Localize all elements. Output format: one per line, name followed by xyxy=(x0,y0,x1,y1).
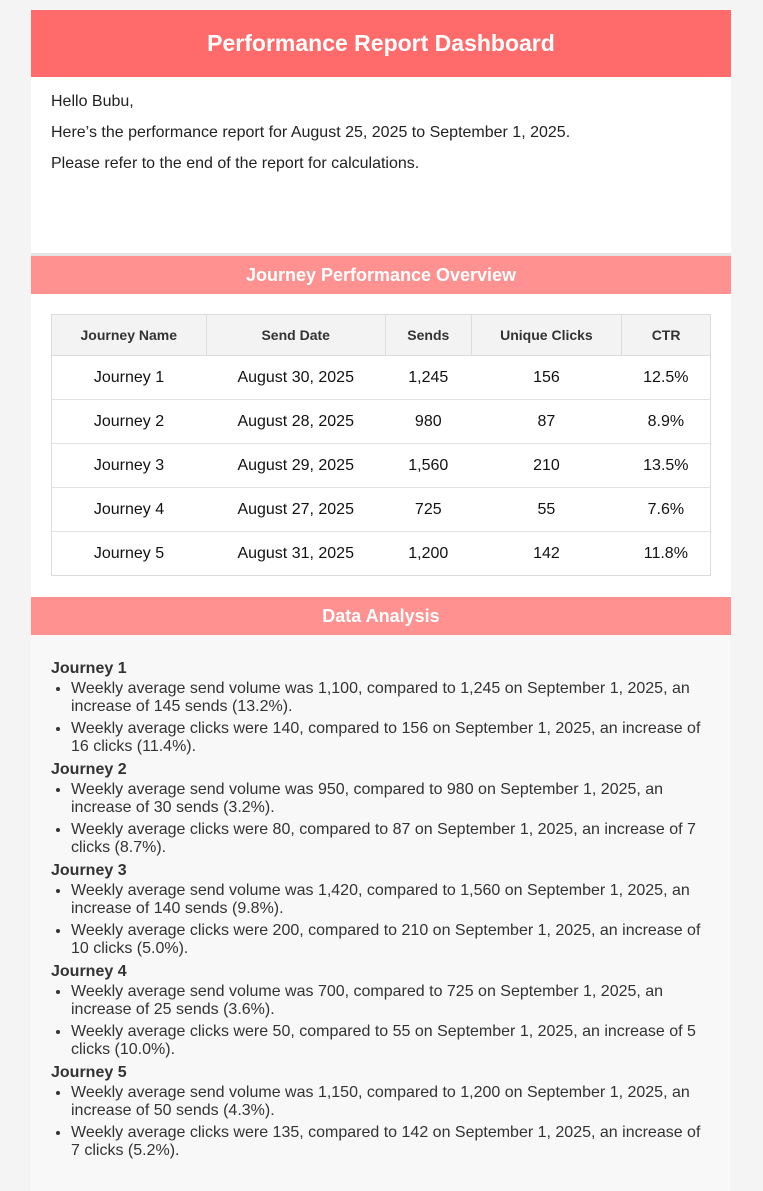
cell-sends: 1,560 xyxy=(385,444,471,488)
analysis-bullet: • Weekly average send volume was 1,150, compared to 1,200 on September 1, 2025, an increase of 50 sends (4.3%). xyxy=(71,1084,711,1120)
analysis-journey xyxy=(51,861,711,958)
analysis-journey-title: Journey 4 xyxy=(51,963,127,980)
analysis-journey-title: Journey 5 xyxy=(51,1064,127,1081)
overview-table-wrap xyxy=(31,294,731,597)
table-header-row xyxy=(52,315,711,356)
analysis-bullet: • Weekly average send volume was 1,100, compared to 1,245 on September 1, 2025, an increase of 145 sends (13.2%). xyxy=(71,680,711,716)
analysis-bullet: • Weekly average send volume was 700, compared to 725 on September 1, 2025, an increase of 25 sends (3.6%). xyxy=(71,983,711,1019)
journey-table xyxy=(51,314,711,576)
table-row xyxy=(52,400,711,444)
analysis-bullet: • Weekly average clicks were 200, compared to 210 on September 1, 2025, an increase of 10 clicks (5.0%). xyxy=(71,922,711,958)
analysis-section-title: Data Analysis xyxy=(31,597,731,635)
table-row xyxy=(52,356,711,400)
cell-sends: 1,200 xyxy=(408,544,449,562)
analysis-bullet: • Weekly average clicks were 135, compared to 142 on September 1, 2025, an increase of 7 clicks (5.2%). xyxy=(71,1124,711,1160)
analysis-bullet: • Weekly average clicks were 140, compared to 156 on September 1, 2025, an increase of 16 clicks (11.4%). xyxy=(71,720,711,756)
column-header-send-date: Send Date xyxy=(206,315,385,356)
cell-ctr: 11.8% xyxy=(643,544,688,562)
cell-send-date: August 31, 2025 xyxy=(237,544,354,562)
cell-send-date: August 29, 2025 xyxy=(206,444,385,488)
analysis-bullet-list xyxy=(51,680,711,756)
cell-send-date: August 30, 2025 xyxy=(206,356,385,400)
intro-section xyxy=(31,77,731,253)
column-header-sends: Sends xyxy=(385,315,471,356)
greeting: Hello Bubu, xyxy=(51,93,134,110)
column-header-journey-name: Journey Name xyxy=(52,315,207,356)
report-card xyxy=(31,10,731,1159)
intro-period: Here’s the performance report for August 25, 2025 to September 1, 2025. xyxy=(51,124,571,141)
cell-ctr: 12.5% xyxy=(622,356,711,400)
cell-sends: 1,245 xyxy=(385,356,471,400)
analysis-bullet-list xyxy=(51,781,711,857)
cell-ctr: 8.9% xyxy=(622,400,711,444)
intro-note: Please refer to the end of the report for calculations. xyxy=(51,155,420,172)
cell-send-date: August 27, 2025 xyxy=(206,488,385,532)
cell-ctr: 13.5% xyxy=(622,444,711,488)
analysis-journey xyxy=(51,659,711,756)
overview-section-title: Journey Performance Overview xyxy=(31,256,731,294)
report-header xyxy=(31,10,731,77)
cell-journey-name: Journey 3 xyxy=(52,444,207,488)
analysis-section xyxy=(31,635,731,1191)
analysis-journey xyxy=(51,760,711,857)
table-row xyxy=(52,444,711,488)
cell-unique-clicks: 210 xyxy=(471,444,622,488)
table-row xyxy=(52,532,711,576)
analysis-bullet-list xyxy=(51,1084,711,1160)
cell-sends: 980 xyxy=(385,400,471,444)
cell-unique-clicks: 87 xyxy=(471,400,622,444)
analysis-bullet: • Weekly average send volume was 1,420, compared to 1,560 on September 1, 2025, an increase of 140 sends (9.8%). xyxy=(71,882,711,918)
analysis-bullet: • Weekly average clicks were 80, compared to 87 on September 1, 2025, an increase of 7 clicks (8.7%). xyxy=(71,821,711,857)
analysis-bullet-list xyxy=(51,882,711,958)
analysis-bullet: • Weekly average clicks were 50, compared to 55 on September 1, 2025, an increase of 5 clicks (10.0%). xyxy=(71,1023,711,1059)
analysis-journey xyxy=(51,962,711,1059)
cell-sends: 725 xyxy=(385,488,471,532)
analysis-journey-title: Journey 1 xyxy=(51,660,127,677)
analysis-bullet: • Weekly average send volume was 950, compared to 980 on September 1, 2025, an increase of 30 sends (3.2%). xyxy=(71,781,711,817)
cell-unique-clicks: 142 xyxy=(533,544,560,562)
column-header-ctr: CTR xyxy=(622,315,711,356)
cell-journey-name: Journey 4 xyxy=(52,488,207,532)
report-title: Performance Report Dashboard xyxy=(207,30,555,56)
table-row xyxy=(52,488,711,532)
analysis-journey xyxy=(51,1063,711,1160)
analysis-journey-title: Journey 2 xyxy=(51,761,127,778)
cell-journey-name: Journey 1 xyxy=(52,356,207,400)
cell-journey-name: Journey 5 xyxy=(93,544,165,562)
analysis-journey-title: Journey 3 xyxy=(51,862,127,879)
cell-unique-clicks: 55 xyxy=(471,488,622,532)
cell-journey-name: Journey 2 xyxy=(52,400,207,444)
cell-send-date: August 28, 2025 xyxy=(206,400,385,444)
analysis-bullet-list xyxy=(51,983,711,1059)
cell-ctr: 7.6% xyxy=(622,488,711,532)
column-header-unique-clicks: Unique Clicks xyxy=(471,315,622,356)
cell-unique-clicks: 156 xyxy=(471,356,622,400)
